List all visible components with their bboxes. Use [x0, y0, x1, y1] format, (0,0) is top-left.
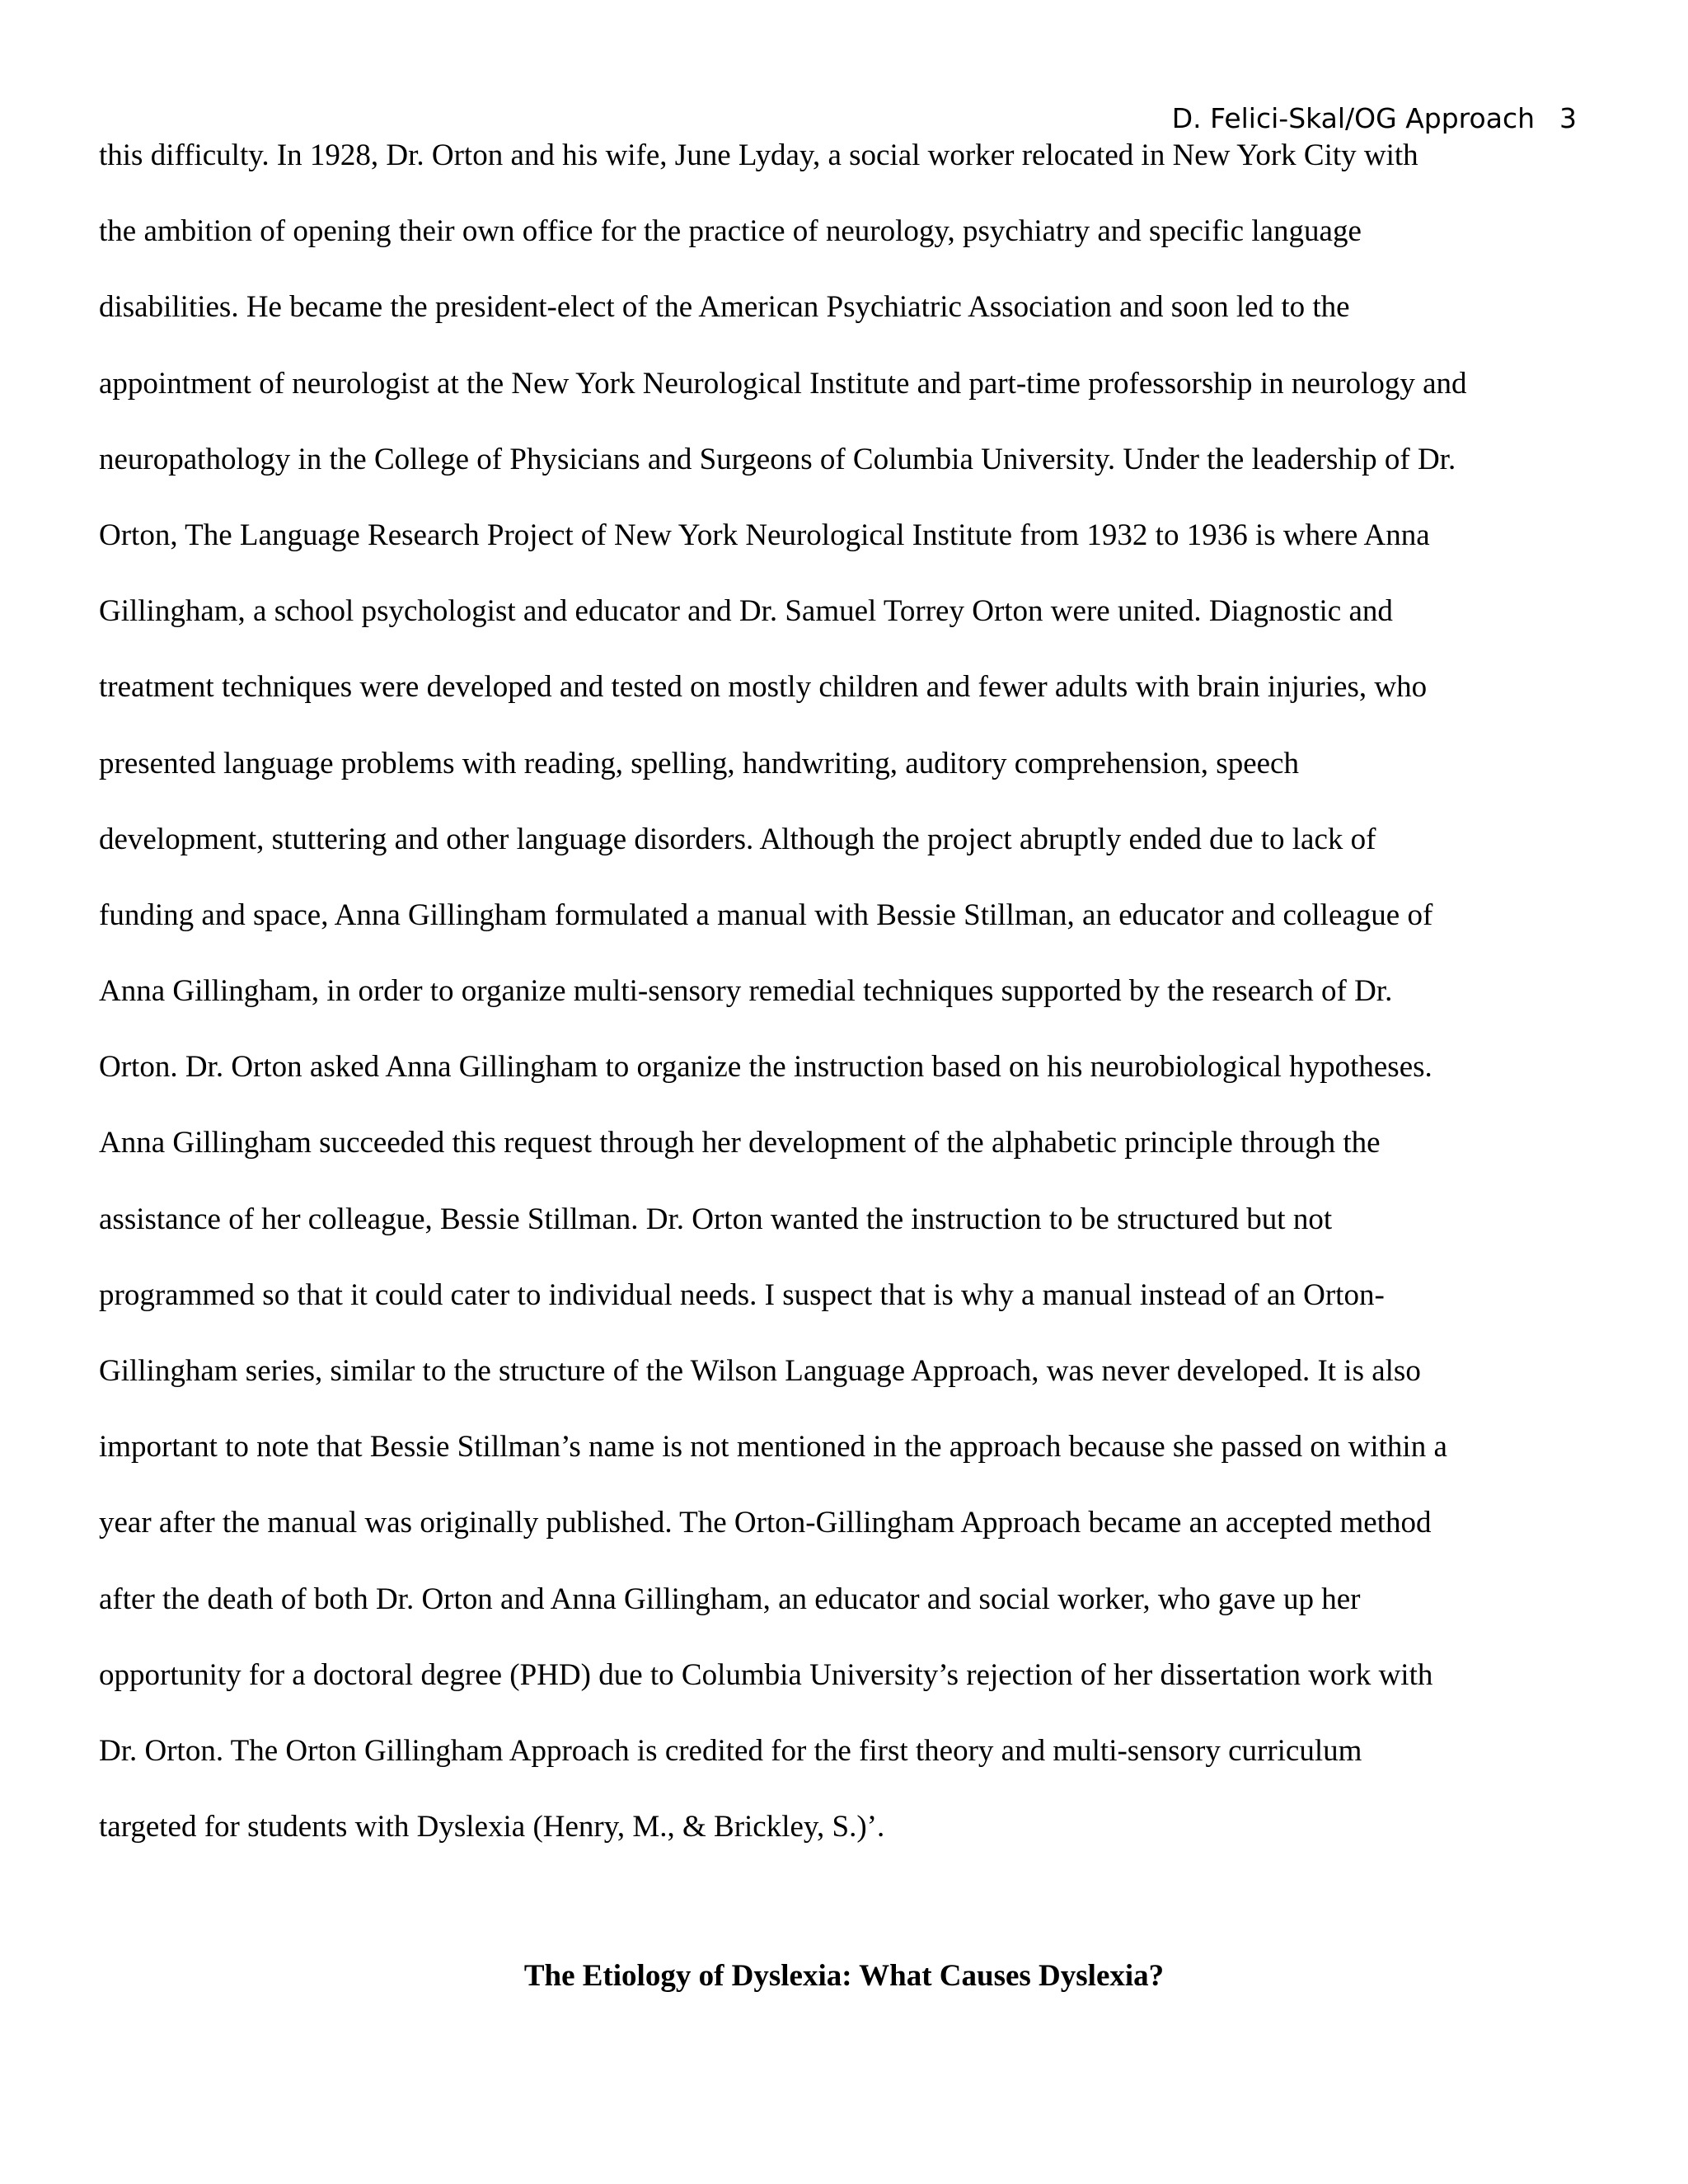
- text-line: programmed so that it could cater to individual needs. I suspect that is why a manual instead of an Orton-: [99, 1277, 1385, 1312]
- text-line: opportunity for a doctoral degree (PHD) due to Columbia University’s rejection of her dissertation work with: [99, 1657, 1433, 1692]
- text-line: development, stuttering and other language disorders. Although the project abruptly ended due to lack of: [99, 822, 1376, 856]
- running-title: D. Felici-Skal/OG Approach: [1171, 102, 1535, 134]
- text-line: Orton. Dr. Orton asked Anna Gillingham to organize the instruction based on his neurobiological hypotheses.: [99, 1050, 1432, 1085]
- text-line: Anna Gillingham succeeded this request through her development of the alphabetic principle through the: [99, 1126, 1381, 1160]
- text-line: disabilities. He became the president-elect of the American Psychiatric Association and soon led to the: [99, 290, 1350, 325]
- text-line: funding and space, Anna Gillingham formulated a manual with Bessie Stillman, an educator and colleague of: [99, 898, 1433, 932]
- text-line: neuropathology in the College of Physicians and Surgeons of Columbia University. Under the leadership of Dr.: [99, 442, 1456, 476]
- text-line: presented language problems with reading, spelling, handwriting, auditory comprehension, speech: [99, 746, 1299, 780]
- text-line: appointment of neurologist at the New York Neurological Institute and part-time professorship in neurology and: [99, 366, 1467, 401]
- running-header: [1172, 102, 1577, 135]
- text-line: this difficulty. In 1928, Dr. Orton and his wife, June Lyday, a social worker relocated in New York City with: [99, 138, 1418, 172]
- section-heading: The Etiology of Dyslexia: What Causes Dyslexia?: [523, 1959, 1165, 1993]
- body-paragraph: [99, 133, 1595, 1880]
- text-line: the ambition of opening their own office for the practice of neurology, psychiatry and specific language: [99, 214, 1362, 249]
- text-line: treatment techniques were developed and tested on mostly children and fewer adults with brain injuries, who: [99, 670, 1428, 705]
- text-line: assistance of her colleague, Bessie Stillman. Dr. Orton wanted the instruction to be structured but not: [99, 1202, 1333, 1236]
- text-line: Gillingham series, similar to the structure of the Wilson Language Approach, was never developed. It is also: [99, 1354, 1421, 1388]
- text-line: important to note that Bessie Stillman’s name is not mentioned in the approach because she passed on within a: [99, 1430, 1447, 1465]
- text-line: after the death of both Dr. Orton and Anna Gillingham, an educator and social worker, who gave up her: [99, 1582, 1361, 1616]
- text-line: Gillingham, a school psychologist and educator and Dr. Samuel Torrey Orton were united. Diagnostic and: [99, 594, 1393, 629]
- text-line: year after the manual was originally published. The Orton-Gillingham Approach became an accepted method: [99, 1506, 1432, 1540]
- text-line: Orton, The Language Research Project of New York Neurological Institute from 1932 to 1936 is where Anna: [99, 518, 1430, 552]
- text-line: Anna Gillingham, in order to organize multi-sensory remedial techniques supported by the research of Dr.: [99, 974, 1393, 1009]
- text-line: Dr. Orton. The Orton Gillingham Approach is credited for the first theory and multi-sensory curriculum: [99, 1733, 1362, 1768]
- page-number: 3: [1559, 102, 1577, 134]
- text-line: targeted for students with Dyslexia (Henry, M., & Brickley, S.)’.: [99, 1810, 885, 1844]
